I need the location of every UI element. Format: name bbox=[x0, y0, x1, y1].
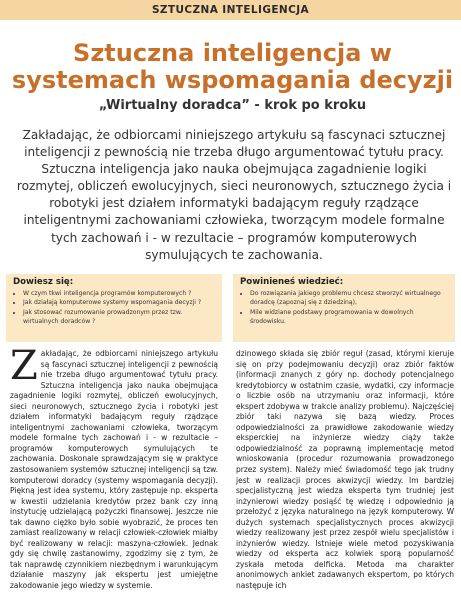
you-will-learn-heading: Dowiesz się: bbox=[13, 277, 74, 287]
you-should-know-list bbox=[240, 289, 448, 326]
list-item: • Mile widziane podstawy programowania w dowolnych środowisku. bbox=[250, 308, 448, 327]
article-lead: Zakładając, że odbiorcami niniejszego artykułu są fascynaci sztucznej inteligencji z pewnością nie trzeba długo argumentować tytułu pracy. Sztuczna inteligencja jako nauka obejmująca zagadnienie logiki rozmytej, obliczeń ewolucyjnych, sieci neuronowych, sztucznego życia i robotyki jest działem informatyki badającym reguły rządzące inteligentnymi zachowaniami człowieka, tworzącym modele formalne tych zachowań i - w rezultacie – programów komputerowych symulujących te zachowania. bbox=[16, 128, 452, 262]
list-item: • Jak stosować rozumowanie prowadzonym przez tzw. wirtualnych doradców ? bbox=[23, 308, 215, 327]
body-column-left bbox=[10, 343, 218, 592]
body-column-right: dzinowego składa się zbiór reguł (zasad, którymi kieruje się on przy podejmowaniu decyzji) oraz zbiór faktów (informacji znanych z góry np. dochody potencjalnego kredytobiorcy w ostatnim czasie, wydatki, czy informacje o liczbie osób na utrzymaniu oraz informacji, które ekspert zdobywa w trakcie analizy problemu). Najczęściej zbiór taki nazywa się bazą wiedzy. Proces odpowiedzialności za prawidłowe zakodowanie wiedzy eksperckiej na inżynierze wiedzy ciąży także odpowiedzialność za poprawną implementację metod wnioskowania (procedur rozumowania prowadzonego przez system). Należy mieć świadomość tego jak trudny jest w realizacji proces akwizycji wiedzy. Im bardziej specjalistyczną jest wiedza eksperta tym trudniej jest inżynierowi wiedzy posiąść tę wiedzę i odpowiednio ją przełożyć z języka naturalnego na język komputerowy. W dużych systemach specjalistycznych proces akwizycji wiedzy realizowany jest przez zespół wielu specjalistów i inżynierów wiedzy. Istnieje wiele metod pozyskiwania wiedzy od eksperta acz kolwiek sporą popularność zyskała metoda delficka. Metoda ma charakter anonimowych ankiet zadawanych ekspertom, po których następuje ich bbox=[236, 349, 454, 591]
dropcap-letter: Z bbox=[10, 343, 38, 389]
you-will-learn-list bbox=[13, 289, 215, 326]
section-header-bar bbox=[0, 0, 461, 20]
you-should-know-heading: Powinieneś wiedzieć: bbox=[240, 277, 344, 287]
list-item: • W czym tkwi inteligencja programów komputerowych ? bbox=[23, 289, 215, 298]
article-title: Sztuczna inteligencja w systemach wspomagania decyzji bbox=[11, 39, 454, 94]
body-column-left-text: akładając, że odbiorcami niniejszego artykułu są fascynaci sztucznej inteligencji z pewnością nie trzeba długo argumentować tytułu pracy. Sztuczna inteligencja jako nauka obejmująca zagadnienie logiki rozmytej, obliczeń ewolucyjnych, sieci neuronowych, sztucznego życia i robotyki jest działem informatyki badającym reguły rządzące inteligentnymi zachowaniami człowieka, tworzącym modele formalne tych zachowań i - w rezultacie – programów komputerowych symulujących te zachowania. Doskonale sprawdzającym się w praktyce zastosowaniem systemów sztucznej inteligencji są tzw. komputerowi doradcy (systemy wspomagania decyzji). Piękną jest idea systemu, który zastępuje np. eksperta w kwestii udzielania kredytów przez bank czy inną instytucję udzielającą pożyczki finansowej. Jeszcze nie tak dawno ciężko było sobie wyobrazić, że proces ten zamiast realizowany w relacji człowiek-człowiek miałby być realizowany w relacji: maszyna-człowiek. Jednak gdy się chwilę zastanowimy, zgodzimy się z tym, że tak naprawdę czynnikiem niezbędnym i warunkującym działanie maszyny jak ekspertu jest umiejętne zakodowanie jego wiedzy w systemie. bbox=[10, 349, 218, 591]
list-item: • Do rozwiązania jakiego problemu chcesz stworzyć wirtualnego doradcę (zapoznaj się z dziedziną), bbox=[250, 289, 448, 308]
section-label: SZTUCZNA INTELIGENCJA bbox=[151, 4, 310, 16]
you-should-know-box bbox=[233, 274, 455, 342]
article-subtitle: „Wirtualny doradca” - krok po kroku bbox=[98, 98, 367, 113]
list-item: • Jak działają komputerowe systemy wspomagania decyzji ? bbox=[23, 298, 215, 307]
you-will-learn-box bbox=[6, 274, 222, 342]
